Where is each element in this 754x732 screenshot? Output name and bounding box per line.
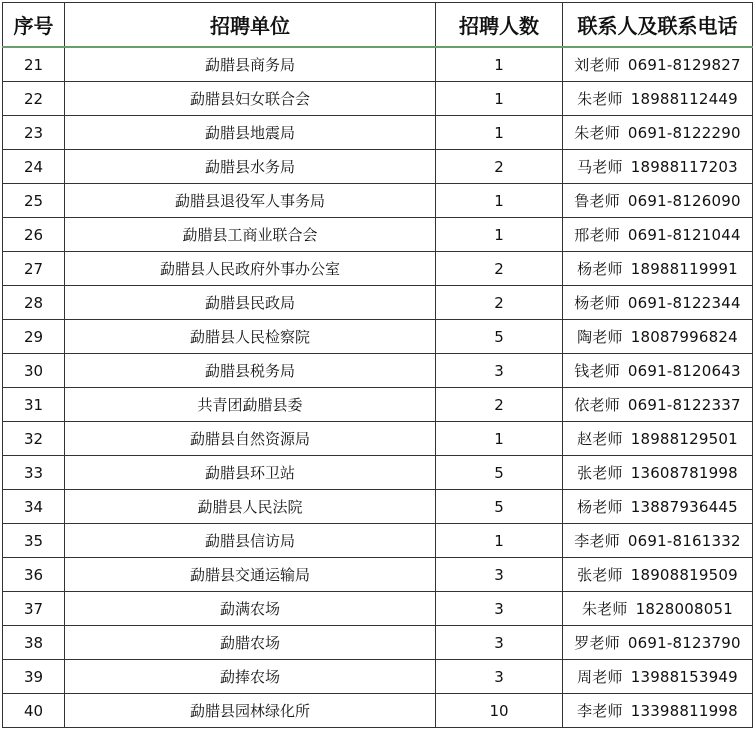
recruitment-table-container [2, 2, 752, 728]
cell-serial-number: 30 [3, 354, 65, 388]
cell-recruiting-unit: 勐腊县水务局 [65, 150, 436, 184]
contact-phone: 18087996824 [630, 328, 738, 346]
cell-contact [563, 660, 753, 694]
cell-recruiting-unit: 勐捧农场 [65, 660, 436, 694]
table-row [3, 558, 753, 592]
cell-serial-number: 24 [3, 150, 65, 184]
cell-contact [563, 694, 753, 728]
contact-phone: 0691-8122290 [627, 124, 741, 142]
table-row [3, 184, 753, 218]
cell-contact [563, 150, 753, 184]
cell-serial-number: 35 [3, 524, 65, 558]
cell-serial-number: 36 [3, 558, 65, 592]
table-row [3, 320, 753, 354]
cell-recruiting-unit: 勐腊县信访局 [65, 524, 436, 558]
contact-person: 钱老师 [574, 362, 620, 380]
cell-recruit-count: 5 [436, 456, 563, 490]
table-row [3, 490, 753, 524]
cell-recruiting-unit: 勐腊县交通运输局 [65, 558, 436, 592]
contact-phone: 13398811998 [630, 702, 738, 720]
contact-phone: 0691-8123790 [627, 634, 741, 652]
contact-phone: 13887936445 [630, 498, 738, 516]
contact-phone: 18988129501 [630, 430, 738, 448]
cell-serial-number: 29 [3, 320, 65, 354]
header-serial-number: 序号 [3, 3, 65, 48]
contact-person: 李老师 [574, 532, 620, 550]
cell-recruit-count: 5 [436, 320, 563, 354]
cell-recruiting-unit: 勐腊农场 [65, 626, 436, 660]
cell-serial-number: 22 [3, 82, 65, 116]
cell-contact [563, 388, 753, 422]
contact-person: 朱老师 [574, 124, 620, 142]
contact-phone: 13608781998 [630, 464, 738, 482]
cell-recruiting-unit: 共青团勐腊县委 [65, 388, 436, 422]
contact-person: 朱老师 [577, 90, 623, 108]
cell-contact [563, 286, 753, 320]
table-row [3, 82, 753, 116]
cell-recruit-count: 2 [436, 252, 563, 286]
table-row [3, 252, 753, 286]
cell-recruiting-unit: 勐腊县自然资源局 [65, 422, 436, 456]
cell-contact [563, 456, 753, 490]
cell-contact [563, 218, 753, 252]
cell-serial-number: 39 [3, 660, 65, 694]
cell-recruit-count: 3 [436, 354, 563, 388]
cell-serial-number: 37 [3, 592, 65, 626]
cell-recruiting-unit: 勐腊县环卫站 [65, 456, 436, 490]
contact-person: 杨老师 [574, 294, 620, 312]
cell-serial-number: 32 [3, 422, 65, 456]
cell-recruit-count: 3 [436, 626, 563, 660]
contact-person: 马老师 [577, 158, 623, 176]
cell-contact [563, 592, 753, 626]
contact-person: 周老师 [577, 668, 623, 686]
cell-contact [563, 422, 753, 456]
table-row [3, 116, 753, 150]
header-contact: 联系人及联系电话 [563, 3, 753, 48]
cell-serial-number: 38 [3, 626, 65, 660]
cell-recruit-count: 5 [436, 490, 563, 524]
cell-contact [563, 354, 753, 388]
cell-serial-number: 40 [3, 694, 65, 728]
table-row [3, 388, 753, 422]
cell-recruiting-unit: 勐满农场 [65, 592, 436, 626]
cell-recruiting-unit: 勐腊县民政局 [65, 286, 436, 320]
contact-person: 杨老师 [577, 498, 623, 516]
contact-person: 陶老师 [577, 328, 623, 346]
contact-person: 罗老师 [574, 634, 620, 652]
cell-recruit-count: 10 [436, 694, 563, 728]
cell-serial-number: 27 [3, 252, 65, 286]
cell-recruit-count: 2 [436, 150, 563, 184]
cell-contact [563, 626, 753, 660]
cell-recruit-count: 1 [436, 47, 563, 82]
cell-recruiting-unit: 勐腊县商务局 [65, 47, 436, 82]
cell-recruit-count: 2 [436, 388, 563, 422]
contact-person: 张老师 [577, 464, 623, 482]
cell-serial-number: 21 [3, 47, 65, 82]
cell-contact [563, 184, 753, 218]
contact-person: 依老师 [574, 396, 620, 414]
cell-serial-number: 26 [3, 218, 65, 252]
cell-recruiting-unit: 勐腊县税务局 [65, 354, 436, 388]
contact-phone: 0691-8122344 [627, 294, 741, 312]
cell-recruiting-unit: 勐腊县地震局 [65, 116, 436, 150]
table-row [3, 286, 753, 320]
contact-person: 李老师 [577, 702, 623, 720]
contact-phone: 0691-8122337 [627, 396, 741, 414]
cell-contact [563, 116, 753, 150]
cell-recruit-count: 3 [436, 558, 563, 592]
cell-recruiting-unit: 勐腊县人民法院 [65, 490, 436, 524]
contact-phone: 0691-8126090 [627, 192, 741, 210]
table-header [3, 3, 753, 48]
table-row [3, 592, 753, 626]
cell-contact [563, 490, 753, 524]
table-row [3, 626, 753, 660]
cell-recruit-count: 1 [436, 422, 563, 456]
cell-recruiting-unit: 勐腊县园林绿化所 [65, 694, 436, 728]
contact-person: 张老师 [577, 566, 623, 584]
cell-serial-number: 23 [3, 116, 65, 150]
contact-person: 赵老师 [577, 430, 623, 448]
contact-phone: 0691-8121044 [627, 226, 741, 244]
cell-contact [563, 320, 753, 354]
cell-serial-number: 25 [3, 184, 65, 218]
cell-recruiting-unit: 勐腊县人民政府外事办公室 [65, 252, 436, 286]
contact-person: 鲁老师 [574, 192, 620, 210]
cell-contact [563, 82, 753, 116]
cell-recruiting-unit: 勐腊县妇女联合会 [65, 82, 436, 116]
cell-recruiting-unit: 勐腊县人民检察院 [65, 320, 436, 354]
contact-phone: 18988119991 [630, 260, 738, 278]
table-row [3, 218, 753, 252]
cell-recruit-count: 1 [436, 116, 563, 150]
cell-contact [563, 252, 753, 286]
cell-recruiting-unit: 勐腊县工商业联合会 [65, 218, 436, 252]
cell-serial-number: 31 [3, 388, 65, 422]
cell-recruit-count: 1 [436, 218, 563, 252]
cell-recruit-count: 2 [436, 286, 563, 320]
table-row [3, 456, 753, 490]
cell-serial-number: 28 [3, 286, 65, 320]
contact-phone: 1828008051 [635, 600, 734, 618]
contact-phone: 18908819509 [630, 566, 738, 584]
header-row [3, 3, 753, 48]
table-row [3, 694, 753, 728]
cell-recruit-count: 3 [436, 660, 563, 694]
cell-recruiting-unit: 勐腊县退役军人事务局 [65, 184, 436, 218]
table-row [3, 47, 753, 82]
contact-phone: 18988117203 [630, 158, 738, 176]
contact-phone: 13988153949 [630, 668, 738, 686]
contact-phone: 18988112449 [630, 90, 738, 108]
cell-recruit-count: 1 [436, 184, 563, 218]
contact-phone: 0691-8120643 [627, 362, 741, 380]
table-row [3, 150, 753, 184]
cell-recruit-count: 1 [436, 82, 563, 116]
table-row [3, 422, 753, 456]
contact-phone: 0691-8129827 [627, 56, 741, 74]
contact-person: 朱老师 [581, 600, 628, 618]
table-row [3, 660, 753, 694]
table-row [3, 354, 753, 388]
cell-recruit-count: 1 [436, 524, 563, 558]
table-body [3, 47, 753, 728]
contact-person: 刘老师 [574, 56, 620, 74]
cell-serial-number: 34 [3, 490, 65, 524]
cell-contact [563, 524, 753, 558]
recruitment-table [2, 2, 753, 728]
header-recruiting-unit: 招聘单位 [65, 3, 436, 48]
cell-contact [563, 47, 753, 82]
contact-person: 邢老师 [574, 226, 620, 244]
cell-serial-number: 33 [3, 456, 65, 490]
header-recruit-count: 招聘人数 [436, 3, 563, 48]
cell-recruit-count: 3 [436, 592, 563, 626]
contact-person: 杨老师 [577, 260, 623, 278]
table-row [3, 524, 753, 558]
contact-phone: 0691-8161332 [627, 532, 741, 550]
cell-contact [563, 558, 753, 592]
